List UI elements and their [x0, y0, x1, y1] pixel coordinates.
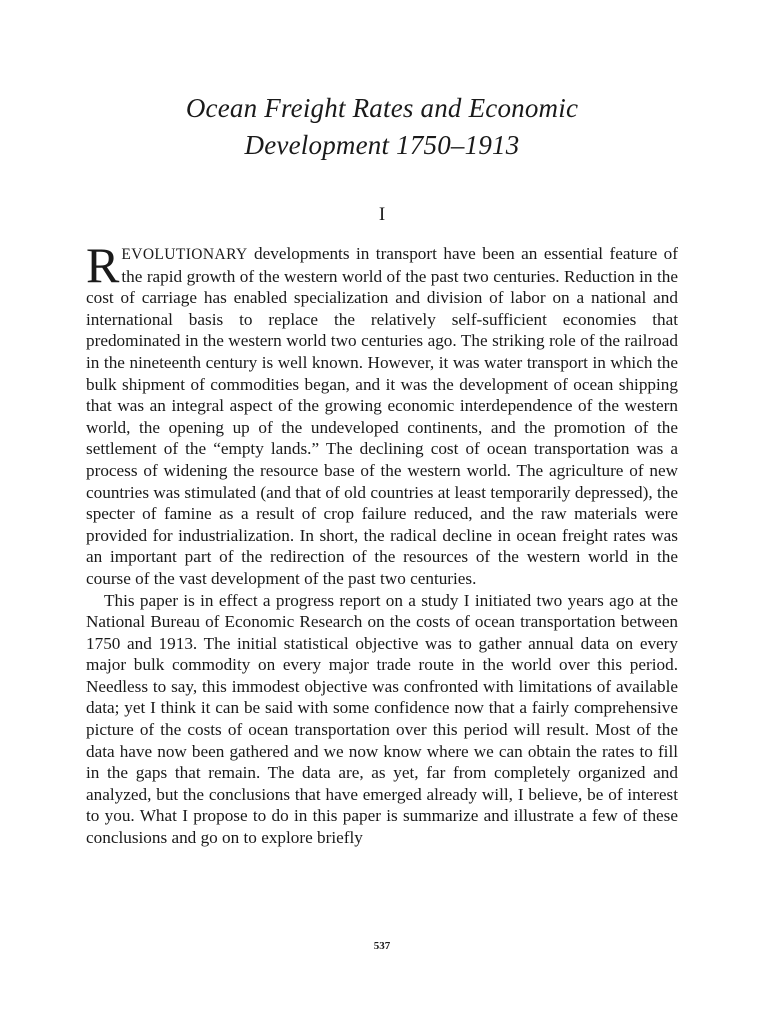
paper-page	[86, 90, 678, 952]
title-line-1: Ocean Freight Rates and Economic	[185, 93, 579, 123]
paragraph-1-text: developments in transport have been an essential feature of the rapid growth of the western world of the past two centuries. Reduction in the cost of carriage has enabled specialization and division of labor on a national and international basis to replace the relatively self-sufficient economies that predominated in the western world two centuries ago. The striking role of the railroad in the nineteenth century is well known. However, it was water transport in which the bulk shipment of commodities began, and it was the development of ocean shipping that was an integral aspect of the growing economic interdependence of the western world, the opening up of the undeveloped continents, and the promotion of the settlement of the “empty lands.” The declining cost of ocean transportation was a process of widening the resource base of the western world. The agriculture of new countries was stimulated (and that of old countries at least temporarily depressed), the specter of famine as a result of crop failure reduced, and the raw materials were provided for industrialization. In short, the radical decline in ocean freight rates was an important part of the redirection of the resources of the western world in the course of the vast development of the past two centuries.	[86, 244, 678, 588]
opening-small-caps: EVOLUTIONARY	[121, 246, 248, 263]
paragraph-1	[86, 237, 678, 590]
article-body	[86, 237, 678, 849]
paragraph-2: This paper is in effect a progress report on a study I initiated two years ago at the National Bureau of Economic Research on the costs of ocean transportation between 1750 and 1913. The initial statistical objective was to gather annual data on every major bulk commodity on every major trade route in the world over this period. Needless to say, this immodest objective was confronted with limitations of available data; yet I think it can be said with some confidence now that a fairly comprehensive picture of the costs of ocean transportation over this period will result. Most of the data have now been gathered and we now know where we can obtain the rates to fill in the gaps that remain. The data are, as yet, far from completely organized and analyzed, but the conclusions that have emerged already will, I believe, be of interest to you. What I propose to do in this paper is summarize and illustrate a few of these conclusions and go on to explore briefly	[86, 590, 678, 848]
page-number: 537	[373, 940, 391, 952]
article-title	[86, 90, 678, 164]
section-numeral: I	[378, 204, 386, 225]
drop-cap: R	[86, 237, 120, 293]
title-line-2: Development 1750–1913	[244, 130, 520, 160]
